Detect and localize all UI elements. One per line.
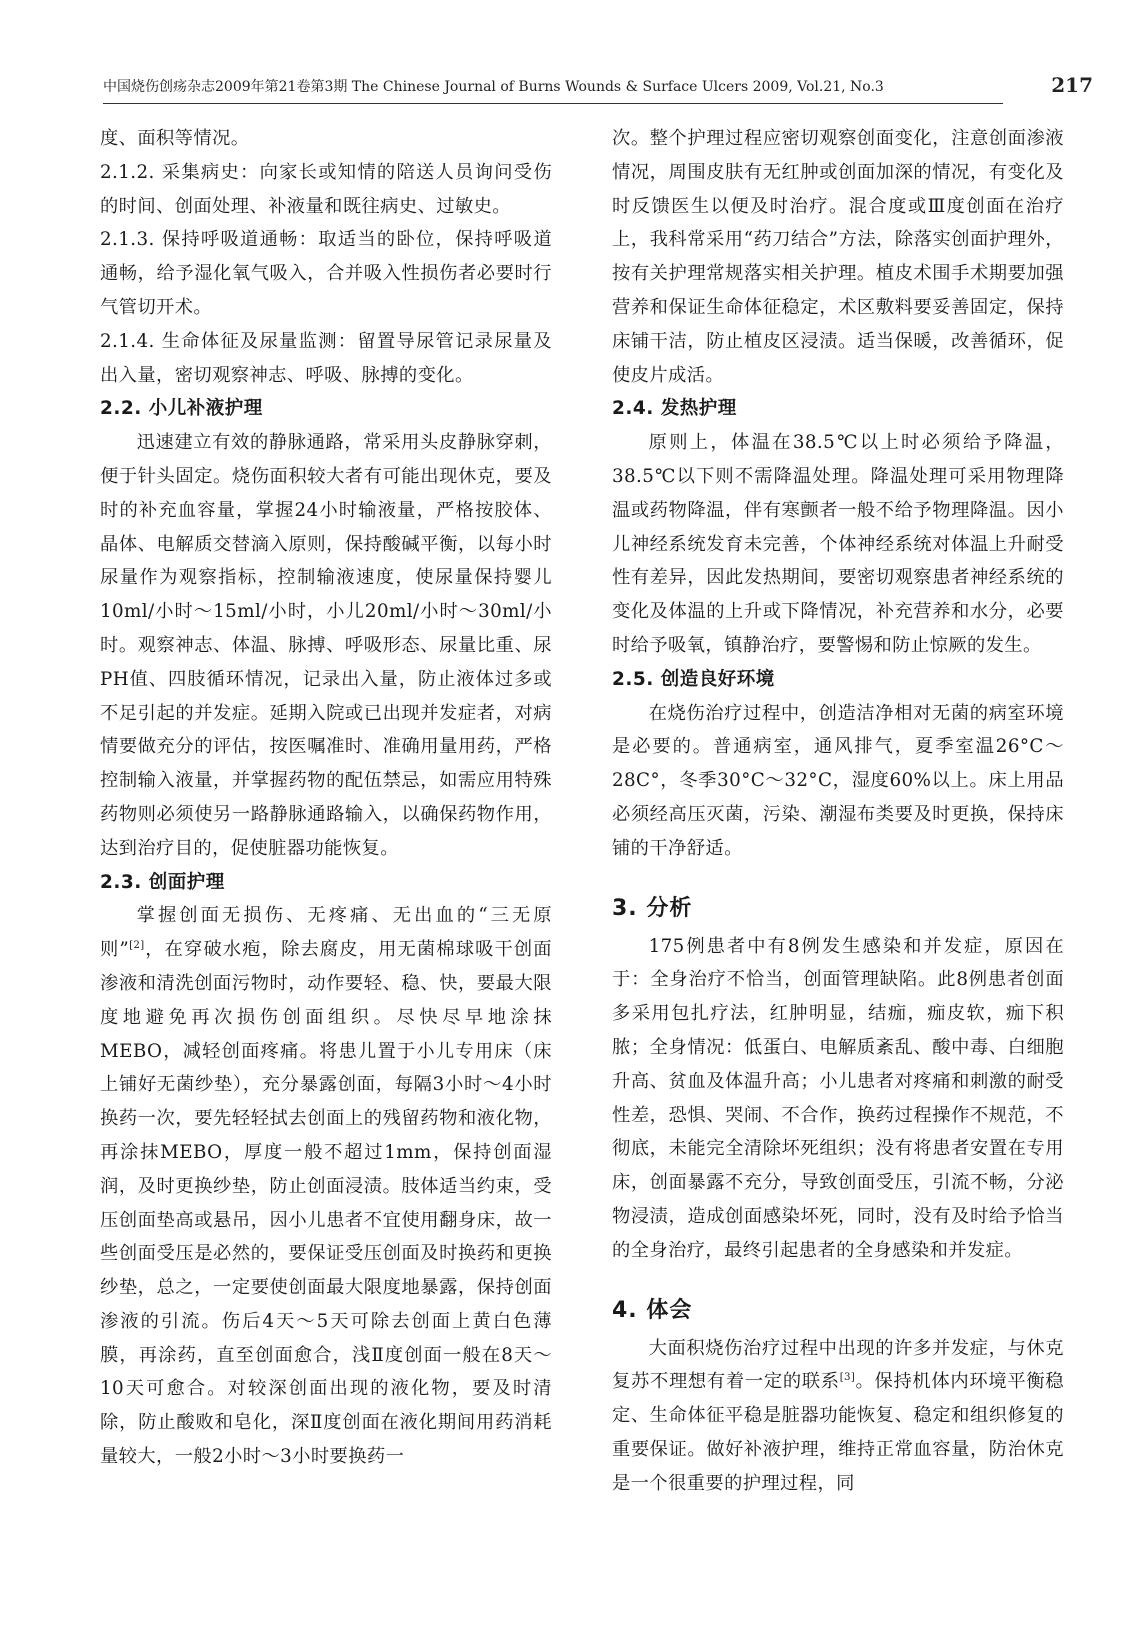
wound-care-text-b: ，在穿破水疱，除去腐皮，用无菌棉球吸干创面渗液和清洗创面污物时，动作要轻、稳、快，要最大限度地避免再次损伤创面组织。尽快尽早地涂抹MEBO，减轻创面疼痛。将患儿置于小儿专用床（床上铺好无菌纱垫），充分暴露创面，每隔3小时～4小时换药一次，要先轻轻拭去创面上的残留药物和液化物，再涂抹MEBO，厚度一般不超过1mm，保持创面湿润，及时更换纱垫，防止创面浸渍。肢体适当约束，受压创面垫高或悬吊，因小儿患者不宜使用翻身床，故一些创面受压是必然的，要保证受压创面及时换药和更换纱垫，总之，一定要使创面最大限度地暴露，保持创面渗液的引流。伤后4天～5天可除去创面上黄白色薄膜，再涂药，直至创面愈合，浅Ⅱ度创面一般在8天～10天可愈合。对较深创面出现的液化物，要及时清除，防止酸败和皂化，深Ⅱ度创面在液化期间用药消耗量较大，一般2小时～3小时要换药一 bbox=[100, 939, 552, 1468]
experience-text-a: 大面积烧伤治疗过程中出现的许多并发症，与休克复苏不理想有着一定的联系 bbox=[612, 1337, 1064, 1393]
section-heading-4: 4. 体会 bbox=[612, 1297, 693, 1323]
paragraph-wound-care bbox=[100, 899, 552, 1474]
paragraph-2-1-4: 2.1.4. 生命体征及尿量监测：留置导尿管记录尿量及出入量，密切观察神志、呼吸、脉搏的变化。 bbox=[100, 330, 552, 386]
paragraph-environment: 在烧伤治疗过程中，创造洁净相对无菌的病室环境是必要的。普通病室，通风排气，夏季室温26°C～28C°，冬季30°C～32°C，湿度60%以上。床上用品必须经高压灭菌，污染、潮湿布类要及时更换，保持床铺的干净舒适。 bbox=[612, 702, 1064, 859]
citation-2: [2] bbox=[129, 940, 145, 952]
paragraph-2-1-2: 2.1.2. 采集病史：向家长或知情的陪送人员询问受伤的时间、创面处理、补液量和既往病史、过敏史。 bbox=[100, 161, 552, 217]
wound-care-text-a: 掌握创面无损伤、无疼痛、无出血的“三无原则” bbox=[100, 905, 552, 961]
citation-3: [3] bbox=[839, 1372, 856, 1384]
paragraph-experience bbox=[612, 1332, 1064, 1501]
experience-text-b: 。保持机体内环境平衡稳定、生命体征平稳是脏器功能恢复、稳定和组织修复的重要保证。做好补液护理，维持正常血容量，防治休克是一个很重要的护理过程，同 bbox=[612, 1371, 1064, 1494]
left-column bbox=[100, 122, 552, 1474]
paragraph-fluid-care: 迅速建立有效的静脉通路，常采用头皮静脉穿刺，便于针头固定。烧伤面积较大者有可能出现休克，要及时的补充血容量，掌握24小时输液量，严格按胶体、晶体、电解质交替滴入原则，保持酸碱平衡，以每小时尿量作为观察指标，控制输液速度，使尿量保持婴儿10ml/小时～15ml/小时，小儿20ml/小时～30ml/小时。观察神志、体温、脉搏、呼吸形态、尿量比重、尿PH值、四肢循环情况，记录出入量，防止液体过多或不足引起的并发症。延期入院或已出现并发症者，对病情要做充分的评估，按医嘱准时、准确用量用药，严格控制输入液量，并掌握药物的配伍禁忌，如需应用特殊药物则必须使另一路静脉通路输入，以确保药物作用，达到治疗目的，促使脏器功能恢复。 bbox=[100, 432, 552, 859]
section-heading-2-5: 2.5. 创造良好环境 bbox=[612, 668, 775, 690]
paragraph-wound-care-cont: 次。整个护理过程应密切观察创面变化，注意创面渗液情况，周围皮肤有无红肿或创面加深的情况，有变化及时反馈医生以便及时治疗。混合度或Ⅲ度创面在治疗上，我科常采用“药刀结合”方法，除落实创面护理外，按有关护理常规落实相关护理。植皮术围手术期要加强营养和保证生命体征稳定，术区敷料要妥善固定，保持床铺干洁，防止植皮区浸渍。适当保暖，改善循环，促使皮片成活。 bbox=[612, 128, 1064, 386]
journal-header: 中国烧伤创疡杂志2009年第21卷第3期 The Chinese Journal of Burns Wounds & Surface Ulcers 2009, Vol.21, No.3 bbox=[103, 79, 884, 95]
section-heading-2-2: 2.2. 小儿补液护理 bbox=[100, 398, 263, 420]
section-heading-2-4: 2.4. 发热护理 bbox=[612, 398, 737, 420]
paragraph-2-1-3: 2.1.3. 保持呼吸道通畅：取适当的卧位，保持呼吸道通畅，给予湿化氧气吸入，合并吸入性损伤者必要时行气管切开术。 bbox=[100, 229, 552, 318]
header-rule bbox=[103, 103, 1003, 104]
section-heading-2-3: 2.3. 创面护理 bbox=[100, 871, 225, 893]
section-heading-3: 3. 分析 bbox=[612, 895, 693, 921]
paragraph-analysis: 175例患者中有8例发生感染和并发症，原因在于：全身治疗不恰当，创面管理缺陷。此8例患者创面多采用包扎疗法，红肿明显，结痂，痂皮软，痂下积脓；全身情况：低蛋白、电解质紊乱、酸中毒、白细胞升高、贫血及体温升高；小儿患者对疼痛和刺激的耐受性差，恐惧、哭闹、不合作，换药过程操作不规范，不彻底，未能完全清除坏死组织；没有将患者安置在专用床，创面暴露不充分，导致创面受压，引流不畅，分泌物浸渍，造成创面感染坏死，同时，没有及时给予恰当的全身治疗，最终引起患者的全身感染和并发症。 bbox=[612, 935, 1064, 1261]
paragraph-continuation: 度、面积等情况。 bbox=[100, 128, 250, 149]
right-column bbox=[612, 122, 1064, 1500]
paragraph-fever-care: 原则上，体温在38.5℃以上时必须给予降温，38.5℃以下则不需降温处理。降温处理可采用物理降温或药物降温，伴有寒颤者一般不给予物理降温。因小儿神经系统发育未完善，个体神经系统对体温上升耐受性有差异，因此发热期间，要密切观察患者神经系统的变化及体温的上升或下降情况，补充营养和水分，必要时给予吸氧，镇静治疗，要警惕和防止惊厥的发生。 bbox=[612, 432, 1064, 656]
page-number: 217 bbox=[1051, 73, 1093, 97]
running-head bbox=[103, 74, 1093, 104]
